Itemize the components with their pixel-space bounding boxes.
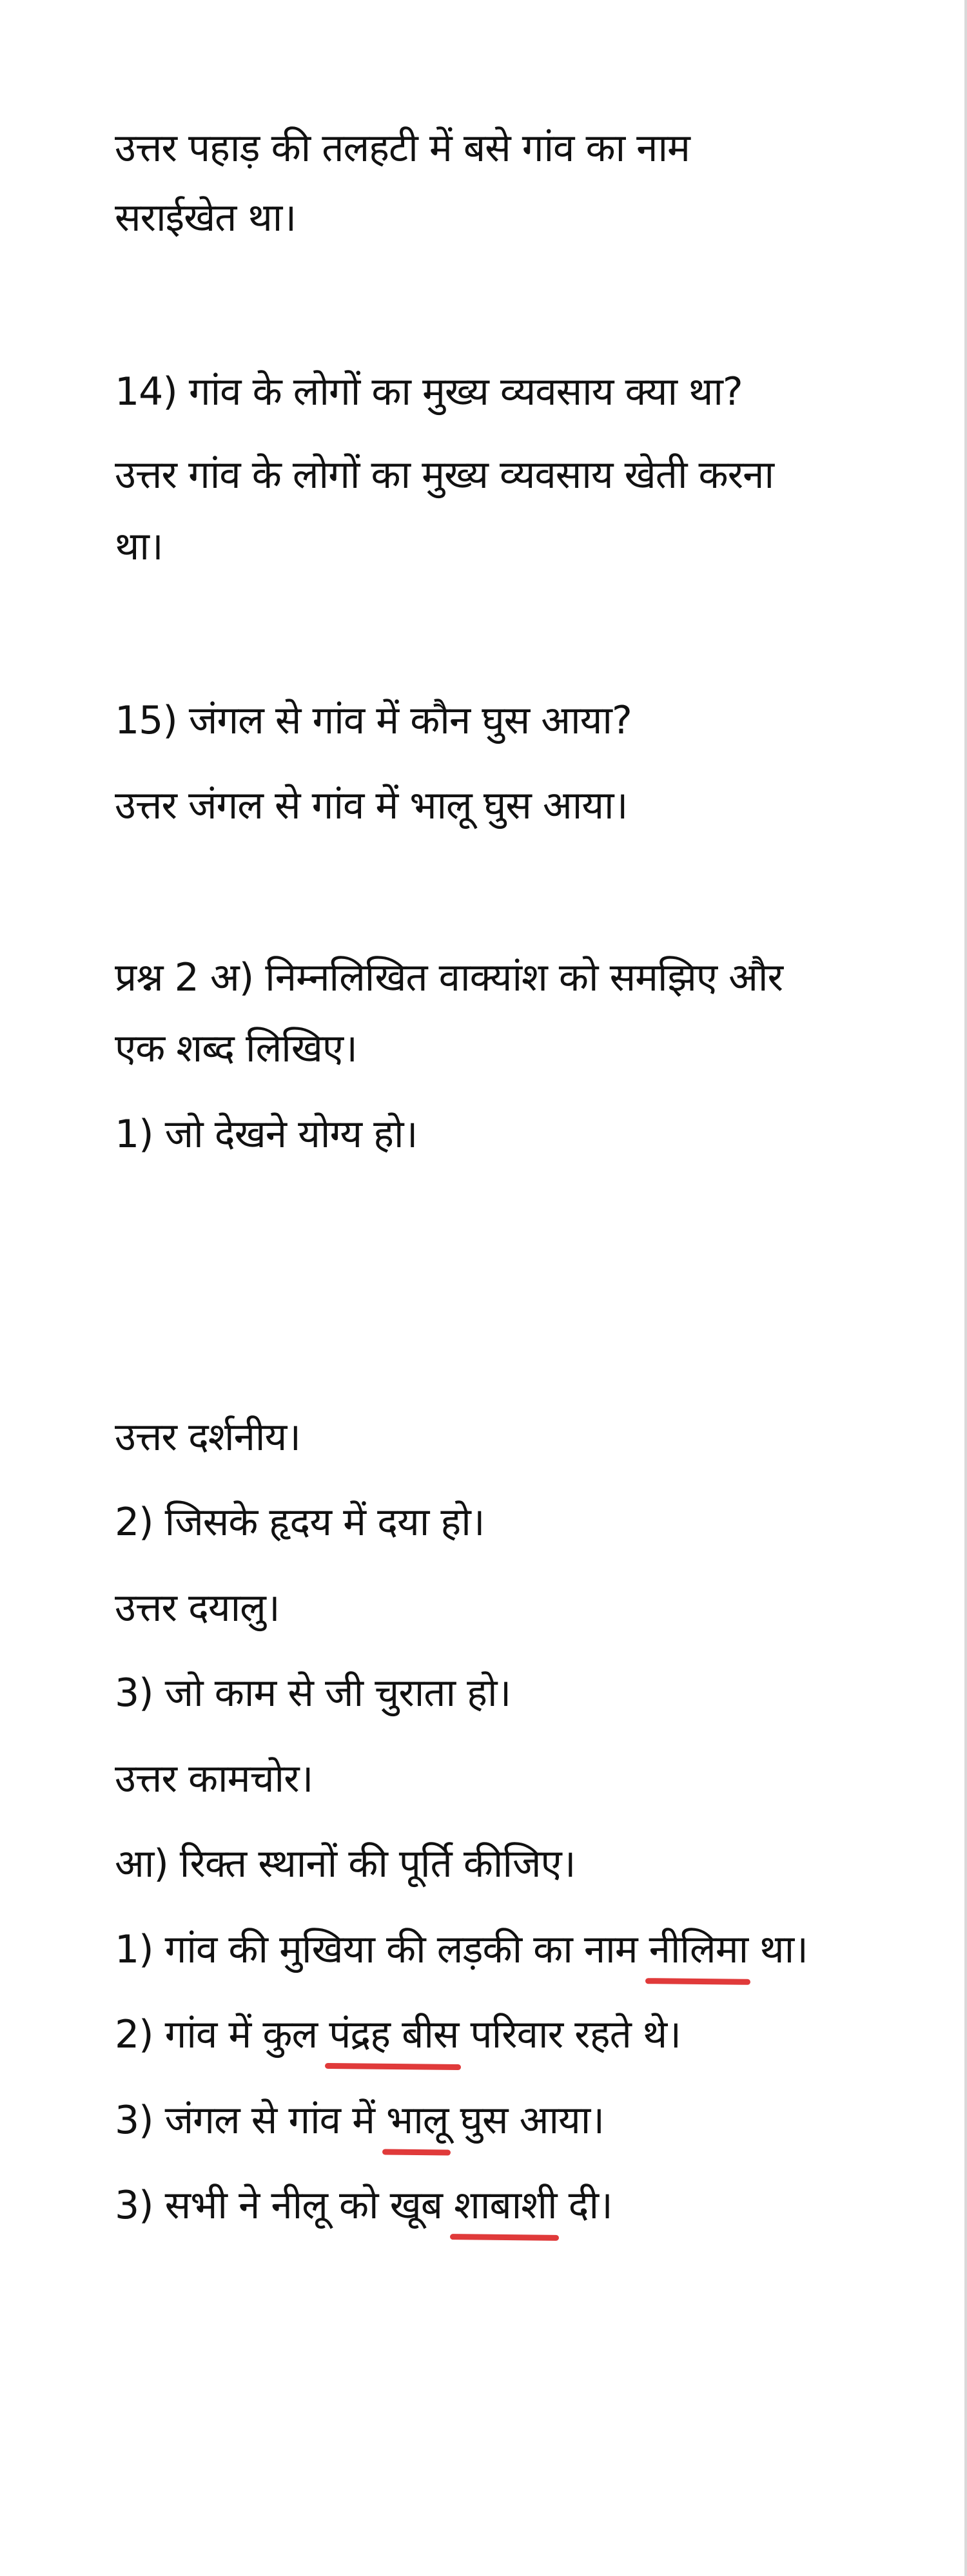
fill-item-2-answer: पंद्रह बीस: [329, 2009, 458, 2060]
answer-14-line-2: था।: [115, 524, 163, 569]
fill-item-3-after: घुस आया।: [448, 2098, 605, 2143]
fill-item-2: [115, 2009, 681, 2060]
fill-item-2-before: 2) गांव में कुल: [115, 2012, 329, 2057]
fill-item-4-after: दी।: [556, 2183, 612, 2228]
answer-15: उत्तर जंगल से गांव में भालू घुस आया।: [115, 783, 628, 828]
question-2-heading-line-1: प्रश्न 2 अ) निम्नलिखित वाक्यांश को समझिए और: [115, 955, 783, 1000]
phrase-1-answer: उत्तर दर्शनीय।: [115, 1415, 300, 1460]
answer-13-line-2: सराईखेत था।: [115, 195, 297, 240]
fill-blanks-heading: आ) रिक्त स्थानों की पूर्ति कीजिए।: [115, 1841, 576, 1886]
fill-item-1-before: 1) गांव की मुखिया की लड़की का नाम: [115, 1927, 649, 1972]
fill-item-1-answer: नीलिमा: [649, 1924, 748, 1975]
fill-item-1-after: था।: [748, 1927, 808, 1972]
page-edge: [964, 0, 967, 2576]
fill-item-3: [115, 2095, 604, 2146]
fill-item-2-after: परिवार रहते थे।: [458, 2012, 681, 2057]
phrase-2-answer: उत्तर दयालु।: [115, 1585, 280, 1631]
fill-item-3-before: 3) जंगल से गांव में: [115, 2098, 387, 2143]
question-14: 14) गांव के लोगों का मुख्य व्यवसाय क्या था?: [115, 369, 743, 414]
question-2-heading-line-2: एक शब्द लिखिए।: [115, 1026, 357, 1071]
fill-item-4: [115, 2180, 612, 2231]
phrase-3: 3) जो काम से जी चुराता हो।: [115, 1671, 511, 1716]
fill-item-4-before: 3) सभी ने नीलू को खूब: [115, 2183, 454, 2228]
answer-13-line-1: उत्तर पहाड़ की तलहटी में बसे गांव का नाम: [115, 126, 690, 171]
phrase-3-answer: उत्तर कामचोर।: [115, 1756, 313, 1801]
question-15: 15) जंगल से गांव में कौन घुस आया?: [115, 698, 632, 743]
phrase-2: 2) जिसके हृदय में दया हो।: [115, 1500, 485, 1545]
fill-item-3-answer: भालू: [386, 2095, 448, 2146]
answer-14-line-1: उत्तर गांव के लोगों का मुख्य व्यवसाय खेती करना: [115, 452, 774, 498]
phrase-1: 1) जो देखने योग्य हो।: [115, 1112, 418, 1157]
fill-item-1: [115, 1924, 808, 1975]
fill-item-4-answer: शाबाशी: [454, 2180, 556, 2231]
